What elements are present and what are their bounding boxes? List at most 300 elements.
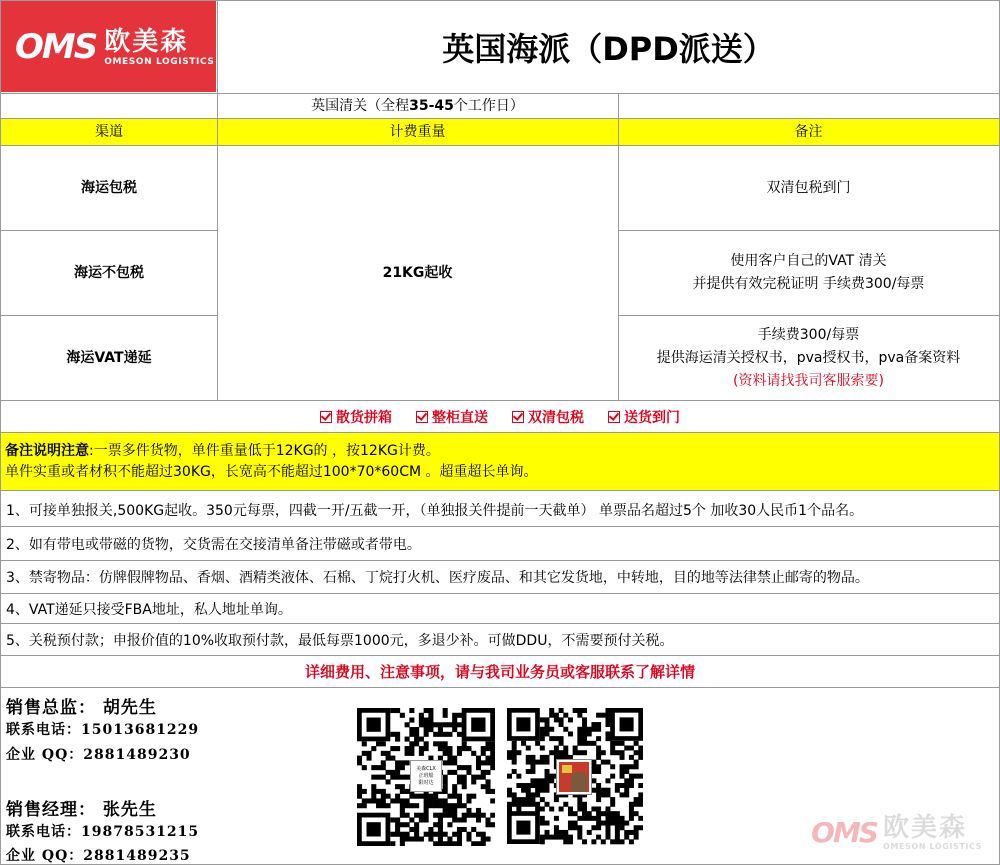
qr-module <box>554 797 559 802</box>
qr-module <box>577 806 582 811</box>
qr-module <box>457 832 462 837</box>
qr-module <box>526 792 531 797</box>
qr-module <box>390 798 395 803</box>
qr-module <box>596 783 601 788</box>
qr-module <box>457 794 462 799</box>
qr-module <box>634 830 639 835</box>
qr-center-avatar <box>557 760 591 794</box>
contact-phone: 联系电话：15013681229 <box>6 722 200 738</box>
qr-module <box>490 798 495 803</box>
qr-module <box>395 770 400 775</box>
qr-module <box>419 737 424 742</box>
qr-module <box>409 751 414 756</box>
qr-module <box>362 741 367 746</box>
qr-module <box>554 816 559 821</box>
qr-module <box>610 821 615 826</box>
qr-module <box>549 835 554 840</box>
qr-module <box>438 803 443 808</box>
qr-module <box>400 713 405 718</box>
page-title: 英国海派（DPD派送） <box>442 29 775 68</box>
qr-module <box>371 765 376 770</box>
qr-module <box>540 717 545 722</box>
watermark-english-name: OMESON LOGISTICS <box>882 842 982 851</box>
qr-module <box>591 769 596 774</box>
qr-module <box>419 746 424 751</box>
qr-module <box>476 817 481 822</box>
qr-module <box>447 813 452 818</box>
qr-module <box>395 784 400 789</box>
qr-module <box>409 727 414 732</box>
qr-module <box>545 835 550 840</box>
qr-module <box>629 783 634 788</box>
qr-module <box>424 803 429 808</box>
qr-module <box>610 741 615 746</box>
qr-module <box>438 836 443 841</box>
qr-module <box>414 832 419 837</box>
qr-module <box>476 813 481 818</box>
qr-module <box>615 835 620 840</box>
qr-module <box>490 746 495 751</box>
qr-module <box>629 802 634 807</box>
qr-module <box>367 798 372 803</box>
qr-module <box>424 813 429 818</box>
qr-module <box>452 718 457 723</box>
qr-module <box>554 825 559 830</box>
qr-module <box>395 827 400 832</box>
qr-module <box>443 789 448 794</box>
qr-module <box>530 783 535 788</box>
qr-module <box>400 760 405 765</box>
qr-module <box>447 746 452 751</box>
qr-module <box>638 774 643 779</box>
qr-module <box>395 737 400 742</box>
qr-module <box>428 727 433 732</box>
qr-module <box>615 783 620 788</box>
qr-module <box>452 813 457 818</box>
qr-module <box>624 783 629 788</box>
remark-line: 并提供有效完税证明 手续费300/每票 <box>692 276 925 292</box>
qr-module <box>395 822 400 827</box>
qr-module <box>481 832 486 837</box>
qr-module <box>605 722 610 727</box>
qr-module <box>549 750 554 755</box>
qr-module <box>620 783 625 788</box>
qr-module <box>545 760 550 765</box>
qr-module <box>596 722 601 727</box>
qr-module <box>629 755 634 760</box>
qr-module <box>424 832 429 837</box>
qr-module <box>601 792 606 797</box>
qr-module <box>424 741 429 746</box>
qr-module <box>452 713 457 718</box>
qr-module <box>535 783 540 788</box>
remark-line-red: (资料请找我司客服索要) <box>733 372 884 389</box>
qr-module <box>596 750 601 755</box>
qr-module <box>424 732 429 737</box>
qr-module <box>443 751 448 756</box>
qr-module <box>610 764 615 769</box>
qr-module <box>624 830 629 835</box>
qr-module <box>409 817 414 822</box>
qr-module <box>462 803 467 808</box>
qr-module <box>591 788 596 793</box>
qr-module <box>386 756 391 761</box>
qr-module <box>438 813 443 818</box>
qr-module <box>559 750 564 755</box>
qr-module <box>545 722 550 727</box>
qr-module <box>610 746 615 751</box>
qr-module <box>438 832 443 837</box>
qr-module <box>428 713 433 718</box>
qr-module <box>405 751 410 756</box>
qr-module <box>605 821 610 826</box>
qr-module <box>559 806 564 811</box>
qr-module <box>376 803 381 808</box>
qr-module <box>438 722 443 727</box>
channel-sea-tax-excluded: 海运不包税 <box>74 264 144 281</box>
qr-module <box>419 794 424 799</box>
qr-module <box>481 784 486 789</box>
qr-module <box>471 751 476 756</box>
qr-module <box>485 836 490 841</box>
qr-module <box>540 816 545 821</box>
qr-module <box>447 822 452 827</box>
qr-module <box>634 825 639 830</box>
qr-module <box>601 839 606 844</box>
qr-module <box>615 741 620 746</box>
qr-module <box>535 792 540 797</box>
qr-module <box>405 775 410 780</box>
qr-module <box>457 836 462 841</box>
qr-module <box>462 817 467 822</box>
qr-module <box>476 760 481 765</box>
qr-module <box>395 765 400 770</box>
qr-module <box>371 789 376 794</box>
qr-module <box>568 825 573 830</box>
qr-module <box>419 836 424 841</box>
qr-module <box>466 808 471 813</box>
qr-module <box>530 797 535 802</box>
billing-weight: 21KG起收 <box>382 264 453 281</box>
qr-module <box>591 816 596 821</box>
qr-module <box>582 736 587 741</box>
qr-module <box>582 802 587 807</box>
qr-module <box>563 750 568 755</box>
qr-module <box>605 835 610 840</box>
qr-module <box>540 839 545 844</box>
qr-module <box>405 813 410 818</box>
qr-module <box>605 806 610 811</box>
qr-module <box>638 755 643 760</box>
qr-module <box>452 817 457 822</box>
qr-module <box>596 736 601 741</box>
contact-qq: 企业 QQ：2881489230 <box>6 747 191 763</box>
qr-module <box>526 769 531 774</box>
qr-module <box>629 816 634 821</box>
qr-module <box>530 778 535 783</box>
qr-module <box>381 741 386 746</box>
remark-vat-deferred <box>618 316 999 400</box>
qr-module <box>447 760 452 765</box>
qr-module <box>605 760 610 765</box>
qr-module <box>376 765 381 770</box>
qr-module <box>512 797 517 802</box>
qr-module <box>466 746 471 751</box>
qr-module <box>540 797 545 802</box>
qr-module <box>638 802 643 807</box>
qr-module <box>433 794 438 799</box>
qr-module <box>577 802 582 807</box>
feature-list <box>1 402 999 432</box>
qr-module <box>443 832 448 837</box>
qr-module <box>591 741 596 746</box>
clearance-info <box>217 94 618 118</box>
qr-module <box>419 718 424 723</box>
qr-module <box>457 713 462 718</box>
column-header-weight: 计费重量 <box>389 123 446 140</box>
qr-module <box>414 836 419 841</box>
qr-module <box>577 797 582 802</box>
qr-module <box>485 784 490 789</box>
qr-module <box>605 731 610 736</box>
qr-module <box>526 760 531 765</box>
qr-module <box>481 751 486 756</box>
qr-module <box>545 769 550 774</box>
remark-line: 双清包税到门 <box>766 179 851 196</box>
qr-module <box>443 760 448 765</box>
qr-module <box>568 811 573 816</box>
qr-module <box>554 830 559 835</box>
qr-module <box>447 756 452 761</box>
qr-module <box>376 798 381 803</box>
checkbox-checked-icon <box>416 411 428 423</box>
qr-module <box>634 774 639 779</box>
qr-module <box>443 722 448 727</box>
qr-module <box>591 825 596 830</box>
qr-module <box>447 732 452 737</box>
column-header-channel: 渠道 <box>95 123 123 140</box>
qr-module <box>601 713 606 718</box>
qr-module <box>485 741 490 746</box>
qr-module <box>452 722 457 727</box>
qr-module <box>452 756 457 761</box>
qr-module <box>376 789 381 794</box>
qr-module <box>573 821 578 826</box>
qr-module <box>452 808 457 813</box>
qr-module <box>381 775 386 780</box>
qr-module <box>512 769 517 774</box>
qr-module <box>357 760 362 765</box>
qr-module <box>554 717 559 722</box>
qr-module <box>596 797 601 802</box>
qr-module <box>400 765 405 770</box>
qr-module <box>419 722 424 727</box>
qr-module <box>457 775 462 780</box>
qr-module <box>457 841 462 846</box>
qr-module <box>530 760 535 765</box>
qr-module <box>447 841 452 846</box>
note-item: 1、可接单独报关,500KG起收。350元每票，四截一开/五截一开，（单独报关件提前一天截单） 单票品名超过5个 加收30人民币1个品名。 <box>6 502 864 519</box>
qr-module <box>559 717 564 722</box>
qr-module <box>400 836 405 841</box>
qr-module <box>443 813 448 818</box>
qr-module <box>596 713 601 718</box>
watermark-logo <box>811 814 982 851</box>
qr-module <box>601 811 606 816</box>
qr-module <box>634 760 639 765</box>
qr-module <box>362 798 367 803</box>
qr-module <box>424 718 429 723</box>
qr-module <box>624 746 629 751</box>
qr-module <box>591 806 596 811</box>
qr-module <box>545 755 550 760</box>
qr-module <box>490 756 495 761</box>
qr-module <box>591 764 596 769</box>
qr-module <box>512 760 517 765</box>
qr-module <box>414 794 419 799</box>
qr-module <box>414 727 419 732</box>
qr-module <box>367 751 372 756</box>
qr-module <box>381 760 386 765</box>
qr-module <box>530 755 535 760</box>
qr-module <box>490 813 495 818</box>
qr-module <box>577 713 582 718</box>
qr-module <box>512 792 517 797</box>
qr-module <box>409 836 414 841</box>
qr-module <box>419 751 424 756</box>
qr-module <box>390 832 395 837</box>
qr-module <box>563 746 568 751</box>
qr-module <box>549 774 554 779</box>
qr-module <box>540 755 545 760</box>
qr-module <box>530 802 535 807</box>
qr-module <box>620 755 625 760</box>
qr-module <box>516 783 521 788</box>
qr-module <box>587 741 592 746</box>
channel-sea-vat-deferred: 海运VAT递延 <box>66 349 152 366</box>
qr-module <box>471 827 476 832</box>
qr-module <box>582 731 587 736</box>
contact-title: 销售经理： 张先生 <box>6 800 157 820</box>
qr-module <box>516 774 521 779</box>
qr-module <box>371 794 376 799</box>
qr-module <box>405 798 410 803</box>
qr-module <box>582 839 587 844</box>
qr-module <box>596 788 601 793</box>
qr-module <box>428 708 433 713</box>
qr-module <box>587 811 592 816</box>
qr-module <box>424 808 429 813</box>
feature-item: 整柜直送 <box>416 407 488 427</box>
qr-module <box>507 788 512 793</box>
qr-module <box>521 802 526 807</box>
qr-module <box>568 731 573 736</box>
qr-module <box>624 821 629 826</box>
qr-module <box>577 835 582 840</box>
qr-module <box>481 746 486 751</box>
logo-mark: OMS <box>15 26 97 67</box>
qr-module <box>419 817 424 822</box>
qr-module <box>447 770 452 775</box>
qr-module <box>452 794 457 799</box>
qr-module <box>381 789 386 794</box>
qr-module <box>629 806 634 811</box>
qr-module <box>443 713 448 718</box>
qr-module <box>559 741 564 746</box>
qr-module <box>395 732 400 737</box>
qr-module <box>596 769 601 774</box>
feature-item: 散货拼箱 <box>320 407 392 427</box>
qr-module <box>610 816 615 821</box>
qr-module <box>545 821 550 826</box>
qr-module <box>400 803 405 808</box>
qr-module <box>400 841 405 846</box>
qr-module <box>596 746 601 751</box>
qr-module <box>605 736 610 741</box>
qr-module <box>400 784 405 789</box>
qr-module <box>624 769 629 774</box>
qr-module <box>634 741 639 746</box>
qr-module <box>424 727 429 732</box>
qr-module <box>605 778 610 783</box>
qr-module <box>573 825 578 830</box>
qr-module <box>624 788 629 793</box>
qr-module <box>516 802 521 807</box>
qr-module <box>381 803 386 808</box>
qr-module <box>545 778 550 783</box>
qr-module <box>535 760 540 765</box>
qr-module <box>577 816 582 821</box>
qr-module <box>563 713 568 718</box>
qr-module <box>540 835 545 840</box>
qr-module <box>424 722 429 727</box>
notice-line-1: :一票多件货物，单件重量低于12KG的 ，按12KG计费。 <box>89 443 440 459</box>
qr-module <box>554 736 559 741</box>
qr-module <box>545 788 550 793</box>
qr-module <box>615 830 620 835</box>
qr-module <box>481 836 486 841</box>
qr-module <box>471 813 476 818</box>
qr-module <box>507 750 512 755</box>
qr-module <box>559 835 564 840</box>
qr-module <box>462 813 467 818</box>
qr-module <box>485 822 490 827</box>
qr-module <box>376 775 381 780</box>
qr-module <box>428 827 433 832</box>
qr-module <box>615 750 620 755</box>
qr-module <box>610 811 615 816</box>
qr-module <box>624 835 629 840</box>
qr-module <box>466 813 471 818</box>
qr-module <box>605 816 610 821</box>
qr-module <box>624 778 629 783</box>
qr-module <box>362 789 367 794</box>
qr-module <box>549 708 554 713</box>
qr-module <box>591 727 596 732</box>
qr-module <box>573 811 578 816</box>
qr-module <box>596 821 601 826</box>
qr-module <box>620 741 625 746</box>
qr-module <box>452 727 457 732</box>
qr-module <box>490 789 495 794</box>
logo-english-name: OMESON LOGISTICS <box>104 56 215 67</box>
qr-module <box>367 756 372 761</box>
qr-module <box>638 797 643 802</box>
clearance-info-days: 35-45 <box>409 97 454 114</box>
qr-module <box>615 825 620 830</box>
remark-line: 提供海运清关授权书，pva授权书，pva备案资料 <box>656 349 961 366</box>
qr-module <box>596 727 601 732</box>
